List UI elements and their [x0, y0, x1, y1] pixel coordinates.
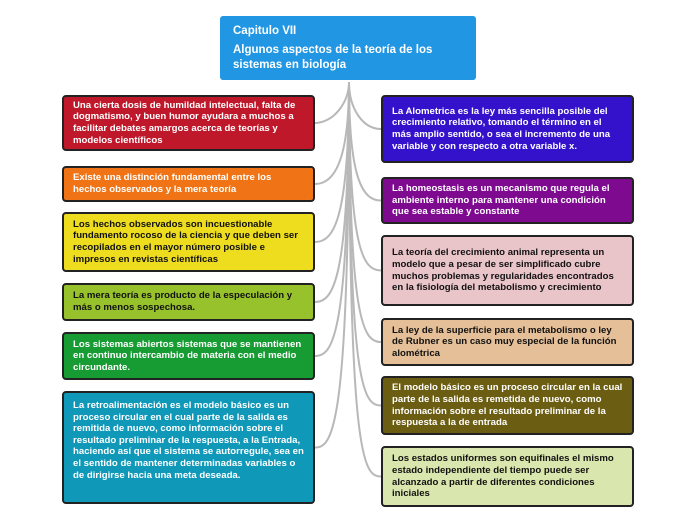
central-topic-node[interactable]: [220, 16, 476, 80]
connector-line: [315, 82, 349, 123]
left-node-distincion[interactable]: [62, 166, 315, 202]
connector-line: [315, 82, 349, 184]
connector-line: [349, 82, 381, 201]
central-topic-subtitle: Algunos aspectos de la teoría de los sistemas en biología: [233, 44, 433, 71]
central-topic-title: Capitulo VII: [233, 25, 297, 37]
node-text: La Alometrica es la ley más sencilla posible del crecimiento relativo, tomando el término en el más amplio sentido, o sea el incremento de una variable y con respecto a otra variable x.: [392, 105, 611, 152]
node-text: El modelo básico es un proceso circular en la cual parte de la salida es remetida de nuevo, como información sobre el resultado preliminar de la respuesta a la de entrada: [392, 382, 623, 429]
node-text: Existe una distinción fundamental entre los hechos observados y la mera teoría: [73, 172, 272, 195]
node-text: La retroalimentación es el modelo básico es un proceso circular en el cual parte de la salida es remitida de nuevo, como información sobre el resultado preliminar de la respuesta, a la Entrada, haciendo así que el sistema se autorregule, sea en el sentido de mantener determinadas variables o de dirigirse hacia una meta deseada.: [73, 400, 304, 481]
right-node-ley-rubner[interactable]: [381, 318, 634, 366]
right-node-crecimiento-animal[interactable]: [381, 235, 634, 306]
left-node-humildad[interactable]: [62, 95, 315, 151]
connector-line: [349, 82, 381, 129]
right-node-estados-uniformes[interactable]: [381, 446, 634, 507]
left-node-retroalimentacion[interactable]: [62, 391, 315, 504]
left-node-hechos-observados[interactable]: [62, 212, 315, 272]
left-node-mera-teoria[interactable]: [62, 283, 315, 321]
node-text: La teoría del crecimiento animal representa un modelo que a pesar de ser simplificado cubre muchos problemas y regularidades encontrados en la fisiología del metabolismo y crecimiento: [392, 247, 614, 294]
node-text: Los estados uniformes son equifinales el mismo estado independiente del tiempo puede ser alcanzado a partir de diferentes condiciones iniciales: [392, 453, 614, 500]
node-text: Los sistemas abiertos sistemas que se mantienen en continuo intercambio de materia con el medio circundante.: [73, 338, 302, 373]
connector-line: [349, 82, 381, 271]
node-text: La homeostasis es un mecanismo que regula el ambiente interno para mantener una condición que sea estable y constante: [392, 183, 610, 218]
node-text: Una cierta dosis de humildad intelectual, falta de dogmatismo, y buen humor ayudara a muchos a facilitar debates amargos acerca de teorías y modelos científicos: [73, 99, 296, 146]
right-node-homeostasis[interactable]: [381, 177, 634, 224]
right-node-alometrica[interactable]: [381, 95, 634, 163]
right-node-modelo-basico[interactable]: [381, 376, 634, 435]
node-text: La mera teoría es producto de la especulación y más o menos sospechosa.: [73, 290, 293, 313]
connector-line: [315, 82, 349, 242]
node-text: La ley de la superficie para el metabolismo o ley de Rubner es un caso muy especial de la función alométrica: [392, 324, 617, 359]
left-node-sistemas-abiertos[interactable]: [62, 332, 315, 380]
node-text: Los hechos observados son incuestionable fundamento rocoso de la ciencia y que deben ser recopilados en el mayor número posible e impresos en revistas científicas: [73, 218, 298, 265]
connector-line: [349, 82, 381, 477]
